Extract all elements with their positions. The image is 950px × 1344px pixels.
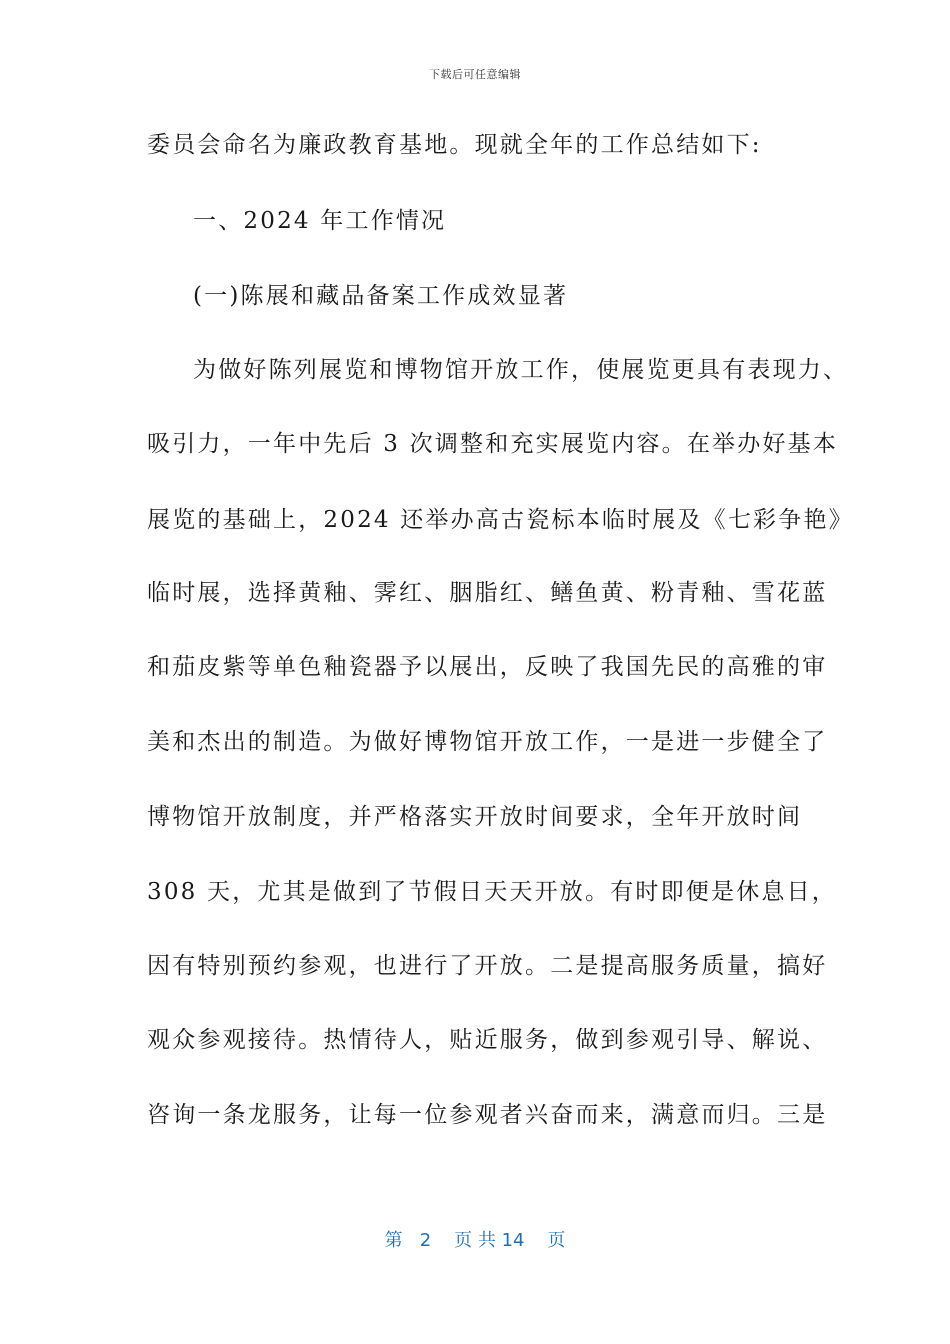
- total-pages-number: 14: [501, 1230, 525, 1251]
- paragraph-line: 展览的基础上，2024 还举办高古瓷标本临时展及《七彩争艳》: [147, 507, 854, 533]
- paragraph-line: 因有特别预约参观，也进行了开放。二是提高服务质量，搞好: [147, 953, 828, 979]
- paragraph-line: 308 天，尤其是做到了节假日天天开放。有时即便是休息日，: [147, 879, 838, 905]
- page-label-middle: 页 共: [454, 1230, 496, 1251]
- paragraph-line: 委员会命名为廉政教育基地。现就全年的工作总结如下:: [147, 132, 762, 158]
- paragraph-line: 和茄皮紫等单色釉瓷器予以展出，反映了我国先民的高雅的审: [147, 654, 828, 680]
- section-heading: 一、2024 年工作情况: [193, 208, 447, 234]
- header-note: 下载后可任意编辑: [429, 68, 521, 81]
- paragraph-line: 吸引力，一年中先后 3 次调整和充实展览内容。在举办好基本: [147, 431, 839, 457]
- page-footer: [0, 1226, 950, 1252]
- paragraph-line: 临时展，选择黄釉、霁红、胭脂红、鳝鱼黄、粉青釉、雪花蓝: [147, 580, 828, 606]
- current-page-number: 2: [419, 1230, 432, 1251]
- paragraph-line: 观众参观接待。热情待人，贴近服务，做到参观引导、解说、: [147, 1027, 828, 1053]
- paragraph-line: 咨询一条龙服务，让每一位参观者兴奋而来，满意而归。三是: [147, 1102, 828, 1128]
- paragraph-line: 为做好陈列展览和博物馆开放工作，使展览更具有表现力、: [193, 357, 849, 383]
- page-label-suffix: 页: [547, 1230, 566, 1251]
- paragraph-line: 博物馆开放制度，并严格落实开放时间要求，全年开放时间: [147, 804, 803, 830]
- page-label-prefix: 第: [384, 1230, 403, 1251]
- paragraph-line: 美和杰出的制造。为做好博物馆开放工作，一是进一步健全了: [147, 729, 828, 755]
- subsection-heading: (一)陈展和藏品备案工作成效显著: [193, 283, 569, 309]
